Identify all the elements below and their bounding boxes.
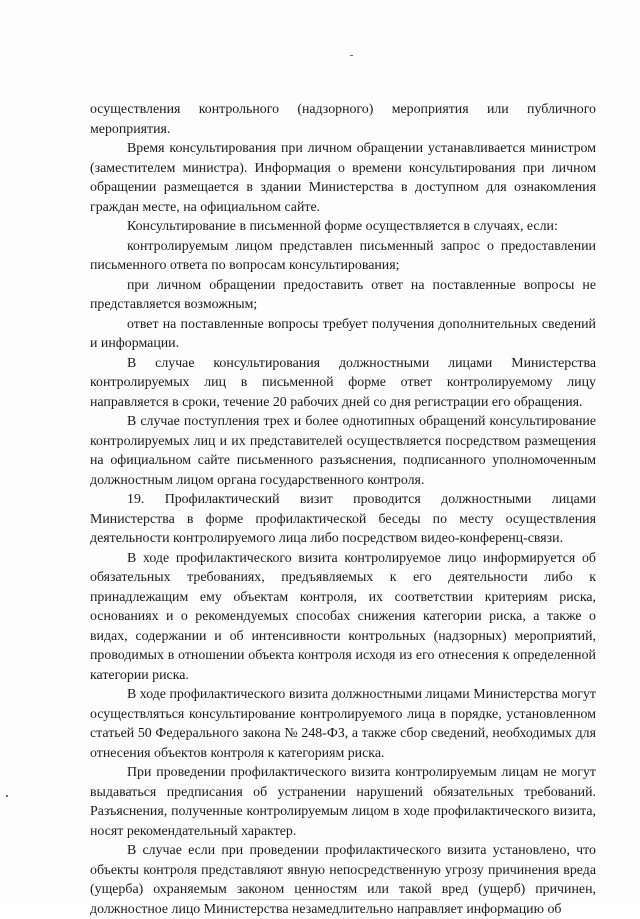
scan-mark-top [350,55,353,56]
paragraph-continuation: осуществления контрольного (надзорного) мероприятия или публичного мероприятия. [90,102,596,137]
paragraph-immediate-threat: В случае если при проведении профилактического визита установлено, что объекты контроля представляют явную непосредственную угрозу причинения вреда (ущерба) охраняемым законом ценностям или такой вред (ущерб) причинен, должностное лицо Министерства незамедлительно направляет информацию об [90,843,596,917]
paragraph-no-answer-possible: при личном обращении предоставить ответ на поставленные вопросы не представляется возможным; [90,277,596,312]
paragraph-visit-consultation: В ходе профилактического визита должностными лицами Министерства могут осуществляться консультирование контролируемого лица в порядке, установленном статьей 50 Федерального закона № 248-ФЗ, а также сбор сведений, необходимых для отнесения объектов контроля к категориям риска. [90,687,596,761]
paragraph-visit-information: В ходе профилактического визита контролируемое лицо информируется об обязательных требованиях, предъявляемых к его деятельности либо к принадлежащим ему объектам контроля, их соответствии критериям риска, основаниях и о рекомендуемых способах снижения категории риска, а также о видах, содержании и об интенсивности контрольных (надзорных) мероприятий, проводимых в отношении объекта контроля исходя из его отнесения к определенной категории риска. [90,550,596,683]
page-bottom-edge [195,899,440,900]
paragraph-no-prescriptions: При проведении профилактического визита контролируемым лицам не могут выдаваться предписания об устранении нарушений обязательных требований. Разъяснения, полученные контролируемым лицом в ходе профилактического визита, носят рекомендательный характер. [90,765,596,839]
paragraph-answer-deadline: В случае консультирования должностными лицами Министерства контролируемых лиц в письменной форме ответ контролируемому лицу направляется в сроки, течение 20 рабочих дней со дня регистрации его обращения. [90,355,596,410]
paragraph-preventive-visit: 19. Профилактический визит проводится должностными лицами Министерства в форме профилактической беседы по месту осуществления деятельности контролируемого лица либо посредством видео-конференц-связи. [90,492,596,546]
document-body [90,100,596,919]
paragraph-written-consultation: Консультирование в письменной форме осуществляется в случаях, если: [127,219,558,234]
scan-mark-left [6,795,8,797]
paragraph-consultation-time: Время консультирования при личном обращении устанавливается министром (заместителем министра). Информация о времени консультирования при личном обращении размещается в здании Министерства в доступном для ознакомления граждан месте, на официальном сайте. [90,141,596,215]
paragraph-similar-requests: В случае поступления трех и более однотипных обращений консультирование контролируемых лиц и их представителей осуществляется посредством размещения на официальном сайте письменного разъяснения, подписанного уполномоченным должностным лицом органа государственного контроля. [90,414,596,488]
paragraph-additional-info: ответ на поставленные вопросы требует получения дополнительных сведений и информации. [90,316,596,351]
paragraph-written-request: контролируемым лицом представлен письменный запрос о предоставлении письменного ответа по вопросам консультирования; [90,238,596,273]
